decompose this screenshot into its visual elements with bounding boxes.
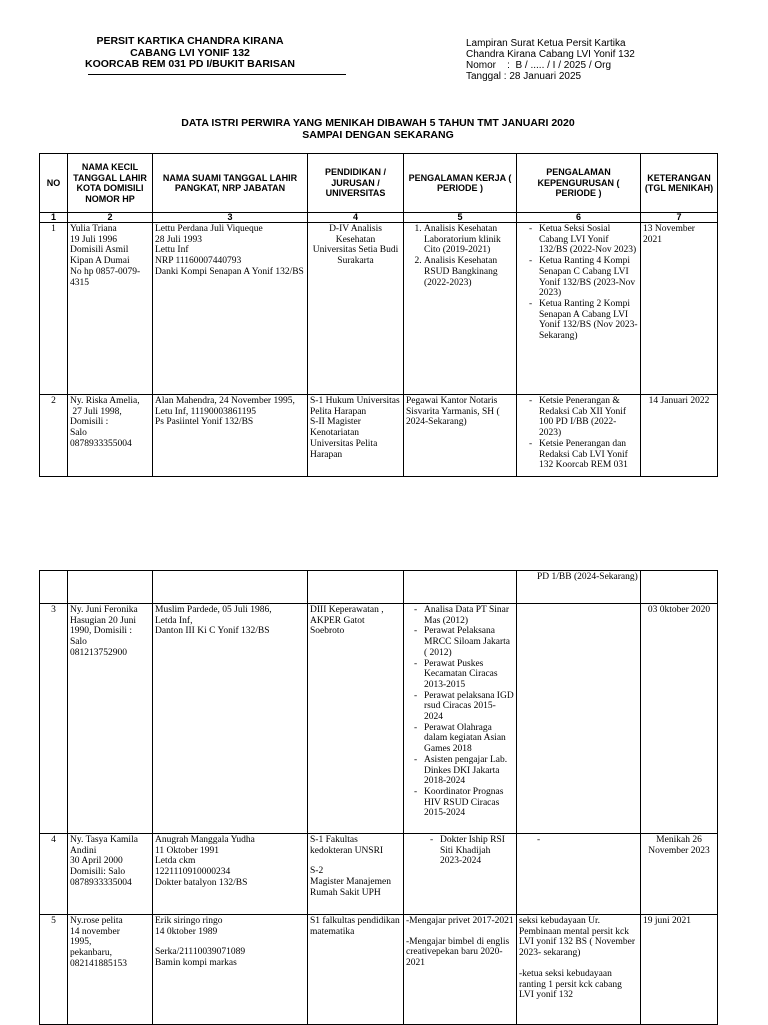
list-item: - Perawat Olahraga dalam kegiatan Asian Games 2018 [424,723,514,755]
header-underline [88,74,346,75]
list-item: 2. Analisis Kesehatan RSUD Bangkinang (2022-2023) [424,256,514,288]
row-number: 4 [40,834,68,915]
list-item: - Asisten pengajar Lab. Dinkes DKI Jakarta 2018-2024 [424,755,514,787]
husband-info: Lettu Perdana Juli Viqueque 28 Juli 1993 Lettu Inf NRP 11160007440793 Danki Kompi Senapan A Yonif 132/BS [153,223,308,395]
attachment-line: Lampiran Surat Ketua Persit Kartika [466,38,626,49]
row-number: 1 [40,223,68,395]
title-line: SAMPAI DENGAN SEKARANG [302,128,454,141]
wife-info: Ny. Juni Feronika Hasugian 20 Juni 1990, Domisili : Salo 081213752900 [68,604,153,834]
list-item: - Dokter Iship RSI Siti Khadijah 2023-2024 [440,835,514,867]
attachment-line: Nomor : B / ..... / I / 2025 / Org [466,60,612,71]
column-header: PENGALAMAN KERJA ( PERIODE ) [404,154,517,213]
education-info: DIII Keperawatan , AKPER Gatot Soebroto [308,604,404,834]
marriage-date: Menikah 26 November 2023 [641,834,718,915]
continued-text: PD 1/BB (2024-Sekarang) [517,571,641,604]
list-item: - Analisa Data PT Sinar Mas (2012) [424,605,514,626]
list-item: - Ketua Ranting 4 Kompi Senapan C Cabang LVI Yonif 132/BS (2023-Nov 2023) [539,256,638,299]
column-header: PENDIDIKAN / JURUSAN / UNIVERSITAS [308,154,404,213]
table-row [40,915,718,1025]
document-title [40,118,716,141]
education-info: S-1 Hukum Universitas Pelita Harapan S-II Magister Kenotariatan Universitas Pelita Harapan [308,395,404,477]
marriage-date: 03 0ktober 2020 [641,604,718,834]
list-item: - Perawat Pelaksana MRCC Siloam Jakarta ( 2012) [424,626,514,658]
org-line: CABANG LVI YONIF 132 [130,46,250,59]
list-item: - Ketua Ranting 2 Kompi Senapan A Cabang LVI Yonif 132/BS (Nov 2023-Sekarang) [539,299,638,342]
wife-info: Yulia Triana 19 Juli 1996 Domisili Asmil Kipan A Dumai No hp 0857-0079-4315 [68,223,153,395]
table-row [40,834,718,915]
organization-experience [517,395,641,477]
table-row [40,223,718,395]
column-header: NAMA KECIL TANGGAL LAHIR KOTA DOMISILI NOMOR HP [68,154,153,213]
husband-info: Anugrah Manggala Yudha 11 Oktober 1991 Letda ckm 1221110910000234 Dokter batalyon 132/BS [153,834,308,915]
org-line: KOORCAB REM 031 PD I/BUKIT BARISAN [84,58,296,70]
wife-info: Ny.rose pelita 14 november 1995, pekanbaru, 082141885153 [68,915,153,1025]
work-experience: -Mengajar privet 2017-2021 -Mengajar bimbel di englis creativepekan baru 2020-2021 [404,915,517,1025]
column-number: 6 [517,213,641,223]
attachment-line: Chandra Kirana Cabang LVI Yonif 132 [466,49,635,60]
column-number: 4 [308,213,404,223]
list-item: - Perawat Puskes Kecamatan Ciracas 2013-2015 [424,659,514,691]
list-item: - Ketsie Penerangan dan Redaksi Cab LVI Yonif 132 Koorcab REM 031 [539,439,638,471]
work-experience [404,604,517,834]
column-number: 2 [68,213,153,223]
husband-info: Muslim Pardede, 05 Juli 1986, Letda Inf, Danton III Ki C Yonif 132/BS [153,604,308,834]
data-table-continued [39,570,718,1025]
organization-experience: seksi kebudayaan Ur. Pembinaan mental persit kck LVI yonif 132 BS ( November 2023- sekarang) -ketua seksi kebudayaan ranting 1 persit kck cabang LVI yonif 132 [517,915,641,1025]
organization-experience: - [517,834,641,915]
column-header: KETERANGAN (TGL MENIKAH) [641,154,718,213]
wife-info: Ny. Riska Amelia, 27 Juli 1998, Domisili : Salo 0878933355004 [68,395,153,477]
education-info: D-IV Analisis Kesehatan Universitas Setia Budi Surakarta [308,223,404,395]
education-info: S1 falkultas pendidikan matematika [308,915,404,1025]
list-item: - Perawat pelaksana IGD rsud Ciracas 2015-2024 [424,691,514,723]
column-number: 5 [404,213,517,223]
attachment-line: Tanggal : 28 Januari 2025 [466,71,582,82]
row-number: 5 [40,915,68,1025]
organization-header [40,36,340,71]
husband-info: Erik siringo ringo 14 0ktober 1989 Serka/21110039071089 Bamin kompi markas [153,915,308,1025]
list-item: - Koordinator Prognas HIV RSUD Ciracas 2015-2024 [424,787,514,819]
column-number: 3 [153,213,308,223]
org-line: PERSIT KARTIKA CHANDRA KIRANA [96,35,284,47]
work-experience [404,223,517,395]
column-number-row [40,213,718,223]
list-item: - Ketua Seksi Sosial Cabang LVI Yonif 132/BS (2022-Nov 2023) [539,224,638,256]
title-line: DATA ISTRI PERWIRA YANG MENIKAH DIBAWAH 5 TAHUN TMT JANUARI 2020 [181,117,575,129]
column-number: 7 [641,213,718,223]
work-experience: Pegawai Kantor Notaris Sisvarita Yarmanis, SH ( 2024-Sekarang) [404,395,517,477]
organization-experience [517,223,641,395]
column-header: NAMA SUAMI TANGGAL LAHIR PANGKAT, NRP JABATAN [153,154,308,213]
column-header: PENGALAMAN KEPENGURUSAN ( PERIODE ) [517,154,641,213]
organization-experience [517,604,641,834]
husband-info: Alan Mahendra, 24 November 1995, Letu Inf, 11190003861195 Ps Pasiintel Yonif 132/BS [153,395,308,477]
row-number: 3 [40,604,68,834]
list-item: 1. Analisis Kesehatan Laboratorium klinik Cito (2019-2021) [424,224,514,256]
education-info: S-1 Fakultas kedokteran UNSRI S-2 Magister Manajemen Rumah Sakit UPH [308,834,404,915]
table-row-continued [40,571,718,604]
marriage-date: 14 Januari 2022 [641,395,718,477]
table-row [40,604,718,834]
work-experience [404,834,517,915]
wife-info: Ny. Tasya Kamila Andini 30 April 2000 Domisili: Salo 0878933335004 [68,834,153,915]
column-header: NO [40,154,68,213]
marriage-date: 13 November 2021 [641,223,718,395]
list-item: - Ketsie Penerangan & Redaksi Cab XII Yonif 100 PD I/BB (2022-2023) [539,396,638,439]
attachment-info [466,38,635,82]
data-table [39,153,718,477]
table-row [40,395,718,477]
row-number: 2 [40,395,68,477]
column-number: 1 [40,213,68,223]
table-header-row [40,154,718,213]
marriage-date: 19 juni 2021 [641,915,718,1025]
